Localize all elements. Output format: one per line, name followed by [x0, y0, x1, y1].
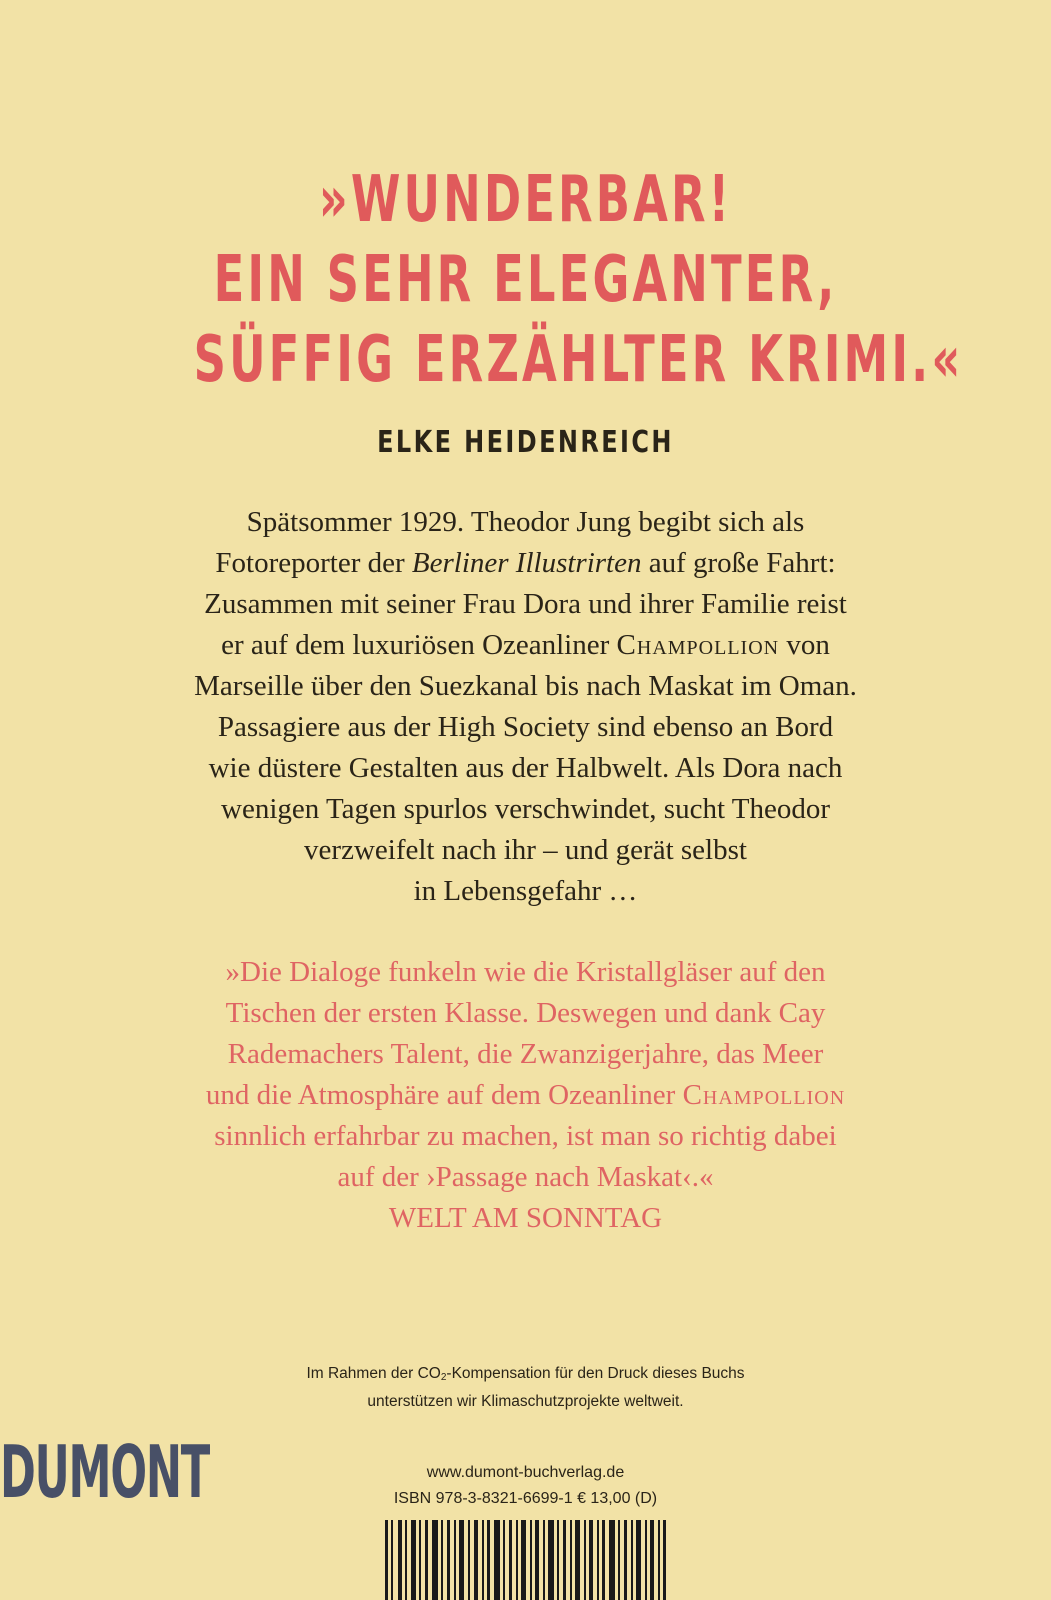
review-line [110, 1075, 941, 1116]
ship-name: Champollion [616, 629, 780, 661]
ship-name: Champollion [682, 1079, 846, 1111]
publisher-url: www.dumont-buchverlag.de [426, 1464, 625, 1481]
blurb-line: Spätsommer 1929. Theodor Jung begibt sich als [246, 506, 805, 538]
quote-author: ELKE HEIDENREICH [377, 425, 674, 460]
press-review [110, 952, 941, 1239]
headline-line-3: SÜFFIG ERZÄHLTER KRIMI.« [193, 323, 964, 397]
co2-line-2: unterstützen wir Klimaschutzprojekte weltweit. [367, 1393, 684, 1410]
publisher-logo [0, 1430, 253, 1514]
blurb-line: verzweifelt nach ihr – und gerät selbst [304, 834, 747, 866]
co2-text: Im Rahmen der CO [306, 1365, 441, 1382]
blurb-line [110, 625, 941, 666]
review-text: und die Atmosphäre auf dem Ozeanliner [205, 1079, 683, 1111]
blurb-text: von [779, 629, 830, 661]
co2-line-1 [240, 1362, 811, 1390]
co2-notice [240, 1362, 811, 1414]
headline-quote [193, 160, 964, 400]
magazine-title: Berliner Illustrirten [411, 547, 642, 579]
review-line: sinnlich erfahrbar zu machen, ist man so richtig dabei [214, 1120, 837, 1152]
review-line: Tischen der ersten Klasse. Deswegen und dank Cay [225, 997, 826, 1029]
blurb-line: Marseille über den Suezkanal bis nach Maskat im Oman. [194, 670, 857, 702]
blurb-line: Zusammen mit seiner Frau Dora und ihrer Familie reist [204, 588, 847, 620]
blurb-line: wie düstere Gestalten aus der Halbwelt. Als Dora nach [208, 752, 843, 784]
blurb-line: Passagiere aus der High Society sind ebenso an Bord [217, 711, 834, 743]
isbn-price: ISBN 978-3-8321-6699-1 € 13,00 (D) [393, 1490, 658, 1507]
co2-text: -Kompensation für den Druck dieses Buchs [446, 1365, 745, 1382]
blurb-text: Fotoreporter der [215, 547, 412, 579]
review-line: Rademachers Talent, die Zwanzigerjahre, das Meer [227, 1038, 824, 1070]
blurb-text: auf große Fahrt: [641, 547, 836, 579]
barcode [385, 1520, 670, 1600]
blurb-line: wenigen Tagen spurlos verschwindet, sucht Theodor [221, 793, 830, 825]
co2-subscript: 2 [440, 1372, 447, 1383]
blurb-text: er auf dem luxuriösen Ozeanliner [221, 629, 617, 661]
review-line: »Die Dialoge funkeln wie die Kristallgläser auf den [225, 956, 826, 988]
publisher-info [360, 1460, 691, 1512]
headline-line-2: EIN SEHR ELEGANTER, [213, 243, 838, 317]
blurb-line [110, 543, 941, 584]
logo-wordmark: DUMONT [0, 1430, 210, 1514]
review-source: WELT AM SONNTAG [388, 1202, 663, 1234]
book-blurb [110, 502, 941, 912]
blurb-line: in Lebensgefahr … [413, 875, 638, 907]
review-line: auf der ›Passage nach Maskat‹.« [337, 1161, 714, 1193]
headline-line-1: »WUNDERBAR! [318, 163, 733, 237]
